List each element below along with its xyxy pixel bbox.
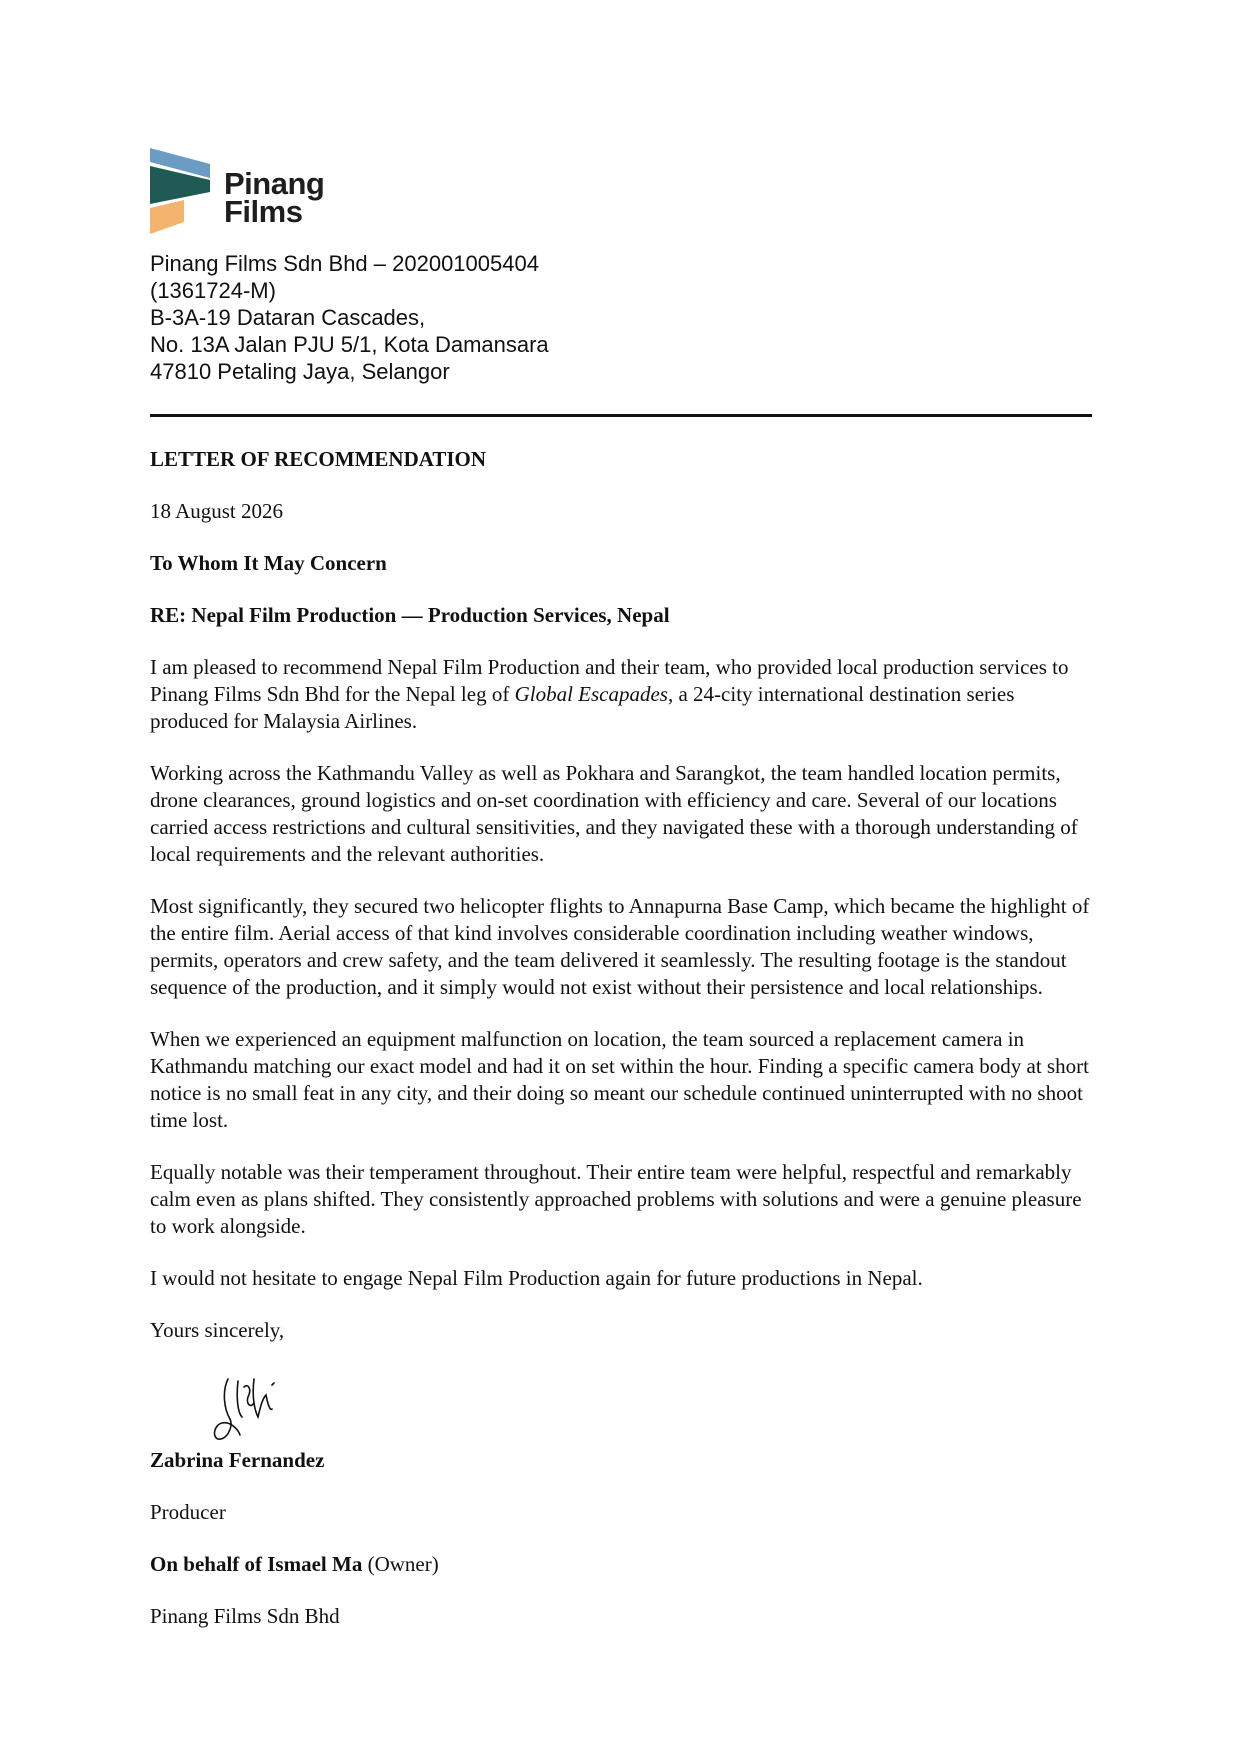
- signer-role: Producer: [150, 1500, 226, 1524]
- on-behalf-name: On behalf of Ismael Ma: [150, 1552, 363, 1576]
- address-line: No. 13A Jalan PJU 5/1, Kota Damansara: [150, 332, 549, 357]
- logo-mark-icon: [150, 148, 220, 244]
- address-line: B-3A-19 Dataran Cascades,: [150, 305, 426, 330]
- paragraph-1-text: I am pleased to recommend Nepal Film Production and their team, who provided local production services to Pinang Films Sdn Bhd for the Nepal leg of: [150, 655, 1069, 706]
- address-line: 47810 Petaling Jaya, Selangor: [150, 359, 450, 384]
- letter-salutation: To Whom It May Concern: [150, 551, 387, 575]
- logo-text-line1: Pinang: [224, 166, 325, 201]
- closing: Yours sincerely,: [150, 1318, 285, 1342]
- on-behalf-role: (Owner): [362, 1552, 439, 1576]
- letter-date: 18 August 2026: [150, 499, 284, 523]
- paragraph-1-text-end: , a 24-city international destination series produced for Malaysia Airlines.: [150, 682, 1015, 733]
- address-line: Pinang Films Sdn Bhd – 202001005404: [150, 251, 539, 276]
- letter-body: [150, 446, 1092, 1655]
- letter-heading: LETTER OF RECOMMENDATION: [150, 447, 487, 471]
- paragraph-6: I would not hesitate to engage Nepal Film Production again for future productions in Nepal.: [150, 1266, 923, 1290]
- logo-text-line2: Films: [224, 194, 303, 229]
- subject-dash: —: [401, 603, 423, 627]
- signer-company: Pinang Films Sdn Bhd: [150, 1604, 340, 1628]
- address-line: (1361724-M): [150, 278, 276, 303]
- letter-subject: [150, 602, 1092, 629]
- signer-name: Zabrina Fernandez: [150, 1448, 325, 1472]
- company-address: [150, 250, 549, 385]
- signature-block: [150, 1317, 1092, 1630]
- paragraph-1: [150, 654, 1092, 735]
- subject-right: Production Services, Nepal: [427, 603, 670, 627]
- paragraph-3: Most significantly, they secured two helicopter flights to Annapurna Base Camp, which became the highlight of the entire film. Aerial access of that kind involves considerable coordination including weather windows, permits, operators and crew safety, and the team delivered it seamlessly. The resulting footage is the standout sequence of the production, and it simply would not exist without their persistence and local relationships.: [150, 894, 1090, 999]
- paragraph-2: Working across the Kathmandu Valley as well as Pokhara and Sarangkot, the team handled location permits, drone clearances, ground logistics and on-set coordination with efficiency and care. Several of our locations carried access restrictions and cultural sensitivities, and they navigated these with a thorough understanding of local requirements and the relevant authorities.: [150, 761, 1078, 866]
- series-title: Global Escapades: [514, 682, 668, 706]
- handwritten-signature: [208, 1369, 278, 1447]
- header-divider: [150, 414, 1092, 417]
- company-logo: [150, 148, 330, 244]
- on-behalf-line: [150, 1551, 1092, 1578]
- paragraph-5: Equally notable was their temperament throughout. Their entire team were helpful, respectful and remarkably calm even as plans shifted. They consistently approached problems with solutions and were a genuine pleasure to work alongside.: [150, 1160, 1082, 1238]
- subject-left: RE: Nepal Film Production: [150, 603, 397, 627]
- paragraph-4: When we experienced an equipment malfunction on location, the team sourced a replacement camera in Kathmandu matching our exact model and had it on set within the hour. Finding a specific camera body at short notice is no small feat in any city, and their doing so meant our schedule continued uninterrupted with no shoot time lost.: [150, 1027, 1089, 1132]
